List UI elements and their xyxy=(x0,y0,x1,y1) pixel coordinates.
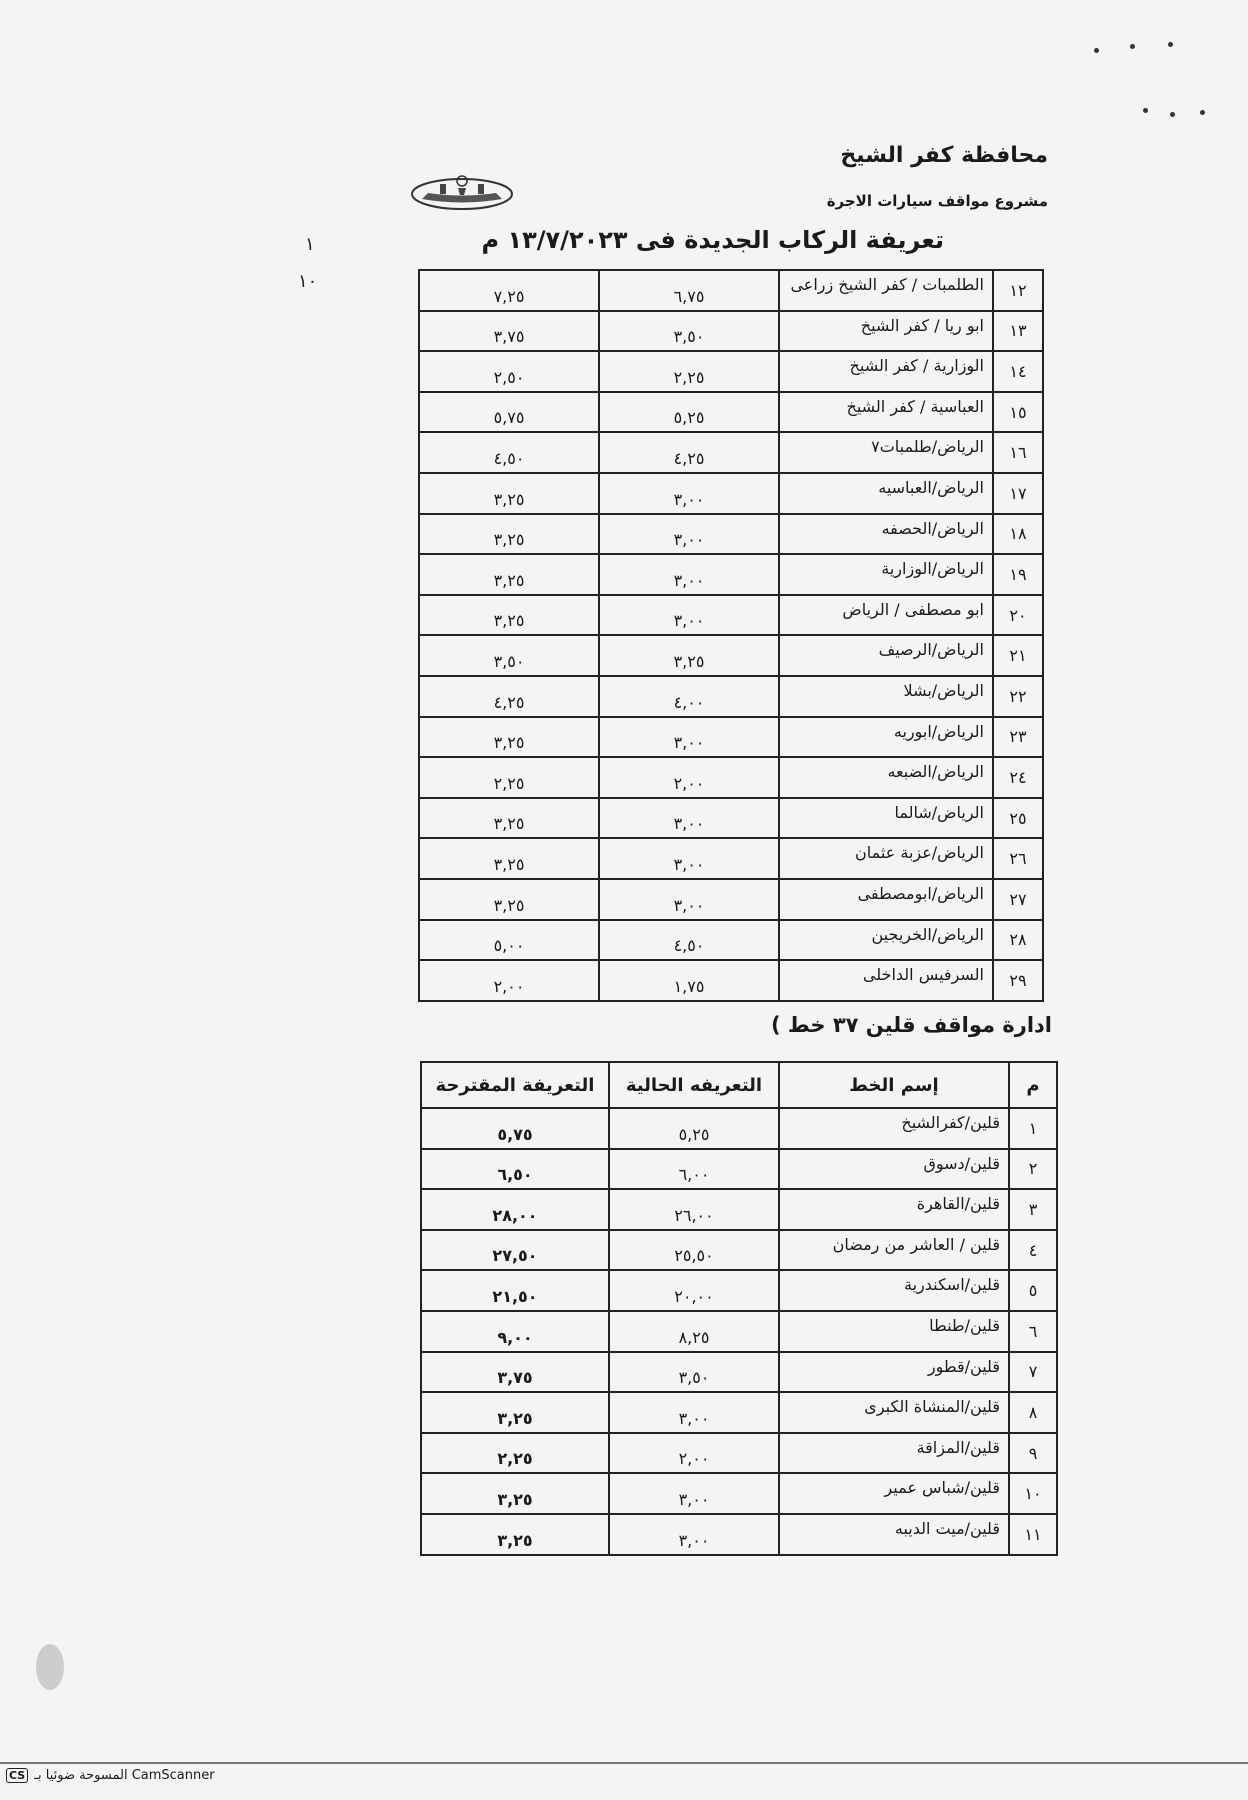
proposed-fare: ٣,٢٥ xyxy=(421,1473,609,1514)
table-row xyxy=(419,473,1043,514)
proposed-fare: ٩,٠٠ xyxy=(421,1311,609,1352)
proposed-fare: ٦,٥٠ xyxy=(421,1149,609,1190)
row-number: ٢٢ xyxy=(993,676,1043,717)
line-name: قلين/اسكندرية xyxy=(779,1270,1009,1311)
row-number: ٢٤ xyxy=(993,757,1043,798)
proposed-fare: ٢,٢٥ xyxy=(419,757,599,798)
row-number: ١٧ xyxy=(993,473,1043,514)
line-name: الرياض/الضبعه xyxy=(779,757,993,798)
table-row xyxy=(421,1149,1057,1190)
table-row xyxy=(419,676,1043,717)
header-num: م xyxy=(1009,1062,1057,1108)
row-number: ١٨ xyxy=(993,514,1043,555)
current-fare: ٣,٠٠ xyxy=(599,554,779,595)
section-title-qallin: ادارة مواقف قلين ٣٧ خط ) xyxy=(771,1013,1052,1037)
speck xyxy=(1170,112,1175,117)
line-name: الرياض/العباسيه xyxy=(779,473,993,514)
scan-smudge xyxy=(36,1644,64,1690)
line-name: الرياض/الحصفه xyxy=(779,514,993,555)
margin-note: ١٠ xyxy=(298,271,318,292)
row-number: ١٣ xyxy=(993,311,1043,352)
current-fare: ٥,٢٥ xyxy=(599,392,779,433)
line-name: قلين/طنطا xyxy=(779,1311,1009,1352)
line-name: الرياض/ابوريه xyxy=(779,717,993,758)
proposed-fare: ٥,٧٥ xyxy=(421,1108,609,1149)
row-number: ١٩ xyxy=(993,554,1043,595)
current-fare: ٢,٢٥ xyxy=(599,351,779,392)
current-fare: ٣,٠٠ xyxy=(599,595,779,636)
current-fare: ٣,٠٠ xyxy=(609,1392,779,1433)
row-number: ١ xyxy=(1009,1108,1057,1149)
row-number: ٢٥ xyxy=(993,798,1043,839)
line-name: الوزارية / كفر الشيخ xyxy=(779,351,993,392)
current-fare: ٣,٥٠ xyxy=(609,1352,779,1393)
line-name: العباسية / كفر الشيخ xyxy=(779,392,993,433)
line-name: ابو ريا / كفر الشيخ xyxy=(779,311,993,352)
current-fare: ٢,٠٠ xyxy=(609,1433,779,1474)
table-row xyxy=(421,1473,1057,1514)
row-number: ٤ xyxy=(1009,1230,1057,1271)
current-fare: ٣,٠٠ xyxy=(599,838,779,879)
line-name: قلين/دسوق xyxy=(779,1149,1009,1190)
row-number: ١٥ xyxy=(993,392,1043,433)
line-name: الطلمبات / كفر الشيخ زراعى xyxy=(779,270,993,311)
proposed-fare: ٣,٥٠ xyxy=(419,635,599,676)
margin-note: ١ xyxy=(305,234,315,255)
proposed-fare: ٤,٥٠ xyxy=(419,432,599,473)
line-name: الرياض/طلمبات٧ xyxy=(779,432,993,473)
line-name: الرياض/عزبة عثمان xyxy=(779,838,993,879)
proposed-fare: ٣,٢٥ xyxy=(419,514,599,555)
proposed-fare: ٢,٠٠ xyxy=(419,960,599,1001)
table-row xyxy=(419,392,1043,433)
row-number: ٢١ xyxy=(993,635,1043,676)
proposed-fare: ٣,٧٥ xyxy=(421,1352,609,1393)
row-number: ٦ xyxy=(1009,1311,1057,1352)
row-number: ١١ xyxy=(1009,1514,1057,1555)
current-fare: ٨,٢٥ xyxy=(609,1311,779,1352)
line-name: الرياض/بشلا xyxy=(779,676,993,717)
speck xyxy=(1130,44,1135,49)
proposed-fare: ٢٧,٥٠ xyxy=(421,1230,609,1271)
row-number: ٢٠ xyxy=(993,595,1043,636)
table-row xyxy=(419,595,1043,636)
table-row xyxy=(421,1433,1057,1474)
table-row xyxy=(419,879,1043,920)
table-row xyxy=(419,838,1043,879)
proposed-fare: ٣,٢٥ xyxy=(421,1392,609,1433)
row-number: ٢٩ xyxy=(993,960,1043,1001)
current-fare: ٤,٢٥ xyxy=(599,432,779,473)
current-fare: ٣,٥٠ xyxy=(599,311,779,352)
scanner-text: المسوحة ضوئيا بـ CamScanner xyxy=(34,1768,215,1783)
table-row xyxy=(419,351,1043,392)
row-number: ٢٦ xyxy=(993,838,1043,879)
table-row xyxy=(419,960,1043,1001)
current-fare: ٣,٠٠ xyxy=(609,1473,779,1514)
speck xyxy=(1094,48,1099,53)
current-fare: ٣,٠٠ xyxy=(599,798,779,839)
row-number: ٢٣ xyxy=(993,717,1043,758)
governorate-title: محافظة كفر الشيخ xyxy=(840,143,1048,168)
table-row xyxy=(419,635,1043,676)
line-name: قلين/القاهرة xyxy=(779,1189,1009,1230)
proposed-fare: ٤,٢٥ xyxy=(419,676,599,717)
row-number: ٧ xyxy=(1009,1352,1057,1393)
proposed-fare: ٧,٢٥ xyxy=(419,270,599,311)
line-name: الرياض/الرصيف xyxy=(779,635,993,676)
qallin-tariff-table xyxy=(420,1061,1058,1556)
line-name: قلين/المنشاة الكبرى xyxy=(779,1392,1009,1433)
line-name: قلين/شباس عمير xyxy=(779,1473,1009,1514)
current-fare: ٣,٢٥ xyxy=(599,635,779,676)
row-number: ٨ xyxy=(1009,1392,1057,1433)
current-fare: ٣,٠٠ xyxy=(609,1514,779,1555)
line-name: الرياض/الخريجين xyxy=(779,920,993,961)
row-number: ٢٨ xyxy=(993,920,1043,961)
row-number: ١٠ xyxy=(1009,1473,1057,1514)
header-proposed-fare: التعريفة المقترحة xyxy=(421,1062,609,1108)
row-number: ٢ xyxy=(1009,1149,1057,1190)
table-row xyxy=(419,920,1043,961)
line-name: الرياض/شالما xyxy=(779,798,993,839)
governorate-logo-icon xyxy=(410,172,514,210)
line-name: قلين/المزاقة xyxy=(779,1433,1009,1474)
table-row xyxy=(419,798,1043,839)
proposed-fare: ٢١,٥٠ xyxy=(421,1270,609,1311)
current-fare: ٢٠,٠٠ xyxy=(609,1270,779,1311)
speck xyxy=(1200,110,1205,115)
table-row xyxy=(421,1352,1057,1393)
scanner-footer xyxy=(6,1768,215,1783)
tariff-title: تعريفة الركاب الجديدة فى ١٣/٧/٢٠٢٣ م xyxy=(481,226,944,254)
line-name: السرفيس الداخلى xyxy=(779,960,993,1001)
speck xyxy=(1143,108,1148,113)
current-fare: ٦,٧٥ xyxy=(599,270,779,311)
line-name: الرياض/الوزارية xyxy=(779,554,993,595)
proposed-fare: ٢٨,٠٠ xyxy=(421,1189,609,1230)
table-row xyxy=(421,1311,1057,1352)
current-fare: ٣,٠٠ xyxy=(599,717,779,758)
tariff-table-continued xyxy=(418,269,1044,1002)
table-row xyxy=(421,1189,1057,1230)
proposed-fare: ٣,٢٥ xyxy=(419,554,599,595)
table-row xyxy=(421,1230,1057,1271)
line-name: قلين/كفرالشيخ xyxy=(779,1108,1009,1149)
row-number: ٩ xyxy=(1009,1433,1057,1474)
proposed-fare: ٣,٧٥ xyxy=(419,311,599,352)
project-subtitle: مشروع مواقف سيارات الاجرة xyxy=(826,192,1048,210)
table-row xyxy=(419,514,1043,555)
line-name: قلين / العاشر من رمضان xyxy=(779,1230,1009,1271)
current-fare: ١,٧٥ xyxy=(599,960,779,1001)
proposed-fare: ٢,٥٠ xyxy=(419,351,599,392)
table-row xyxy=(419,717,1043,758)
table-row xyxy=(421,1514,1057,1555)
proposed-fare: ٣,٢٥ xyxy=(419,838,599,879)
table-row xyxy=(419,432,1043,473)
current-fare: ٢,٠٠ xyxy=(599,757,779,798)
current-fare: ٥,٢٥ xyxy=(609,1108,779,1149)
line-name: قلين/قطور xyxy=(779,1352,1009,1393)
line-name: قلين/ميت الديبه xyxy=(779,1514,1009,1555)
row-number: ٥ xyxy=(1009,1270,1057,1311)
speck xyxy=(1168,42,1173,47)
header-line-name: إسم الخط xyxy=(779,1062,1009,1108)
row-number: ٢٧ xyxy=(993,879,1043,920)
table-row xyxy=(419,311,1043,352)
current-fare: ٤,٠٠ xyxy=(599,676,779,717)
camscanner-logo-icon: CS xyxy=(6,1768,28,1783)
current-fare: ٣,٠٠ xyxy=(599,514,779,555)
table-row xyxy=(419,554,1043,595)
proposed-fare: ٥,٠٠ xyxy=(419,920,599,961)
row-number: ١٤ xyxy=(993,351,1043,392)
proposed-fare: ٣,٢٥ xyxy=(421,1514,609,1555)
proposed-fare: ٣,٢٥ xyxy=(419,473,599,514)
row-number: ١٢ xyxy=(993,270,1043,311)
row-number: ٣ xyxy=(1009,1189,1057,1230)
table-row xyxy=(419,757,1043,798)
current-fare: ٤,٥٠ xyxy=(599,920,779,961)
header-current-fare: التعريفه الحالية xyxy=(609,1062,779,1108)
footer-divider xyxy=(0,1762,1248,1764)
table-row xyxy=(421,1108,1057,1149)
proposed-fare: ٣,٢٥ xyxy=(419,595,599,636)
line-name: الرياض/ابومصطفى xyxy=(779,879,993,920)
current-fare: ٢٥,٥٠ xyxy=(609,1230,779,1271)
table-row xyxy=(421,1270,1057,1311)
current-fare: ٦,٠٠ xyxy=(609,1149,779,1190)
proposed-fare: ٣,٢٥ xyxy=(419,798,599,839)
row-number: ١٦ xyxy=(993,432,1043,473)
table-row xyxy=(421,1392,1057,1433)
table-row xyxy=(419,270,1043,311)
proposed-fare: ٢,٢٥ xyxy=(421,1433,609,1474)
current-fare: ٢٦,٠٠ xyxy=(609,1189,779,1230)
current-fare: ٣,٠٠ xyxy=(599,879,779,920)
proposed-fare: ٣,٢٥ xyxy=(419,879,599,920)
proposed-fare: ٣,٢٥ xyxy=(419,717,599,758)
current-fare: ٣,٠٠ xyxy=(599,473,779,514)
proposed-fare: ٥,٧٥ xyxy=(419,392,599,433)
line-name: ابو مصطفى / الرياض xyxy=(779,595,993,636)
